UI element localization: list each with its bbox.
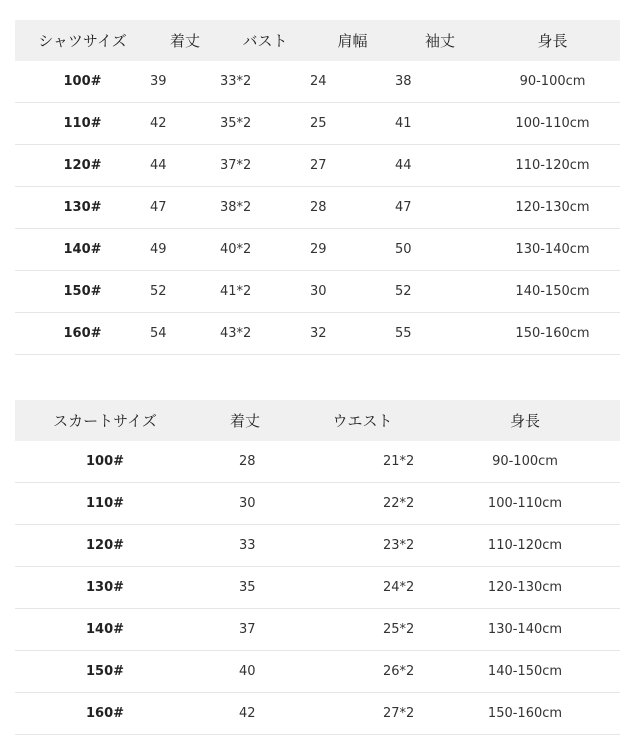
size-cell: 120# — [15, 145, 150, 187]
length-cell: 33 — [195, 525, 295, 567]
table-row — [15, 61, 620, 103]
sleeve-cell: 47 — [395, 187, 485, 229]
height-cell: 120-130cm — [485, 187, 620, 229]
length-cell: 44 — [150, 145, 220, 187]
waist-cell: 21*2 — [295, 441, 430, 483]
height-cell: 120-130cm — [430, 567, 620, 609]
height-cell: 130-140cm — [485, 229, 620, 271]
waist-cell: 27*2 — [295, 693, 430, 735]
bust-cell: 38*2 — [220, 187, 310, 229]
length-cell: 35 — [195, 567, 295, 609]
shoulder-cell: 27 — [310, 145, 395, 187]
skirt-size-table — [15, 400, 620, 735]
skirt-header-row — [15, 400, 620, 441]
table-row — [15, 145, 620, 187]
length-cell: 42 — [150, 103, 220, 145]
height-cell: 90-100cm — [430, 441, 620, 483]
table-row — [15, 483, 620, 525]
sleeve-cell: 44 — [395, 145, 485, 187]
skirt-header-size: スカートサイズ — [53, 412, 157, 430]
size-cell: 140# — [15, 229, 150, 271]
table-row — [15, 609, 620, 651]
shoulder-cell: 32 — [310, 313, 395, 355]
length-cell: 52 — [150, 271, 220, 313]
shirt-header-row — [15, 20, 620, 61]
bust-cell: 43*2 — [220, 313, 310, 355]
height-cell: 150-160cm — [485, 313, 620, 355]
shirt-header-height: 身長 — [537, 32, 568, 50]
size-cell: 160# — [15, 693, 195, 735]
length-cell: 40 — [195, 651, 295, 693]
size-cell: 160# — [15, 313, 150, 355]
table-row — [15, 313, 620, 355]
table-row — [15, 229, 620, 271]
length-cell: 49 — [150, 229, 220, 271]
sleeve-cell: 50 — [395, 229, 485, 271]
size-cell: 110# — [15, 103, 150, 145]
shirt-header-length: 着丈 — [169, 32, 200, 50]
length-cell: 42 — [195, 693, 295, 735]
waist-cell: 23*2 — [295, 525, 430, 567]
bust-cell: 40*2 — [220, 229, 310, 271]
shirt-header-bust: バスト — [242, 32, 288, 50]
table-row — [15, 693, 620, 735]
skirt-header-length: 着丈 — [229, 412, 260, 430]
shirt-header-size: シャツサイズ — [38, 32, 127, 50]
shirt-header-shoulder: 肩幅 — [337, 32, 368, 50]
height-cell: 140-150cm — [430, 651, 620, 693]
waist-cell: 25*2 — [295, 609, 430, 651]
table-row — [15, 187, 620, 229]
size-cell: 100# — [15, 441, 195, 483]
sleeve-cell: 52 — [395, 271, 485, 313]
bust-cell: 37*2 — [220, 145, 310, 187]
shirt-size-table — [15, 20, 620, 355]
size-cell: 140# — [15, 609, 195, 651]
height-cell: 140-150cm — [485, 271, 620, 313]
length-cell: 54 — [150, 313, 220, 355]
shoulder-cell: 29 — [310, 229, 395, 271]
size-cell: 100# — [15, 61, 150, 103]
length-cell: 39 — [150, 61, 220, 103]
sleeve-cell: 41 — [395, 103, 485, 145]
table-row — [15, 271, 620, 313]
height-cell: 130-140cm — [430, 609, 620, 651]
size-cell: 130# — [15, 567, 195, 609]
height-cell: 150-160cm — [430, 693, 620, 735]
table-row — [15, 103, 620, 145]
length-cell: 28 — [195, 441, 295, 483]
waist-cell: 22*2 — [295, 483, 430, 525]
height-cell: 100-110cm — [485, 103, 620, 145]
bust-cell: 35*2 — [220, 103, 310, 145]
length-cell: 37 — [195, 609, 295, 651]
table-row — [15, 525, 620, 567]
shoulder-cell: 25 — [310, 103, 395, 145]
table-row — [15, 567, 620, 609]
length-cell: 30 — [195, 483, 295, 525]
bust-cell: 41*2 — [220, 271, 310, 313]
size-cell: 120# — [15, 525, 195, 567]
shoulder-cell: 30 — [310, 271, 395, 313]
height-cell: 110-120cm — [430, 525, 620, 567]
table-row — [15, 441, 620, 483]
skirt-header-waist: ウエスト — [332, 412, 393, 430]
size-cell: 110# — [15, 483, 195, 525]
size-cell: 150# — [15, 271, 150, 313]
table-row — [15, 651, 620, 693]
sleeve-cell: 55 — [395, 313, 485, 355]
shirt-header-sleeve: 袖丈 — [424, 32, 455, 50]
size-cell: 130# — [15, 187, 150, 229]
waist-cell: 24*2 — [295, 567, 430, 609]
height-cell: 100-110cm — [430, 483, 620, 525]
skirt-header-height: 身長 — [509, 412, 540, 430]
shoulder-cell: 24 — [310, 61, 395, 103]
bust-cell: 33*2 — [220, 61, 310, 103]
waist-cell: 26*2 — [295, 651, 430, 693]
length-cell: 47 — [150, 187, 220, 229]
height-cell: 90-100cm — [485, 61, 620, 103]
size-cell: 150# — [15, 651, 195, 693]
shoulder-cell: 28 — [310, 187, 395, 229]
sleeve-cell: 38 — [395, 61, 485, 103]
height-cell: 110-120cm — [485, 145, 620, 187]
